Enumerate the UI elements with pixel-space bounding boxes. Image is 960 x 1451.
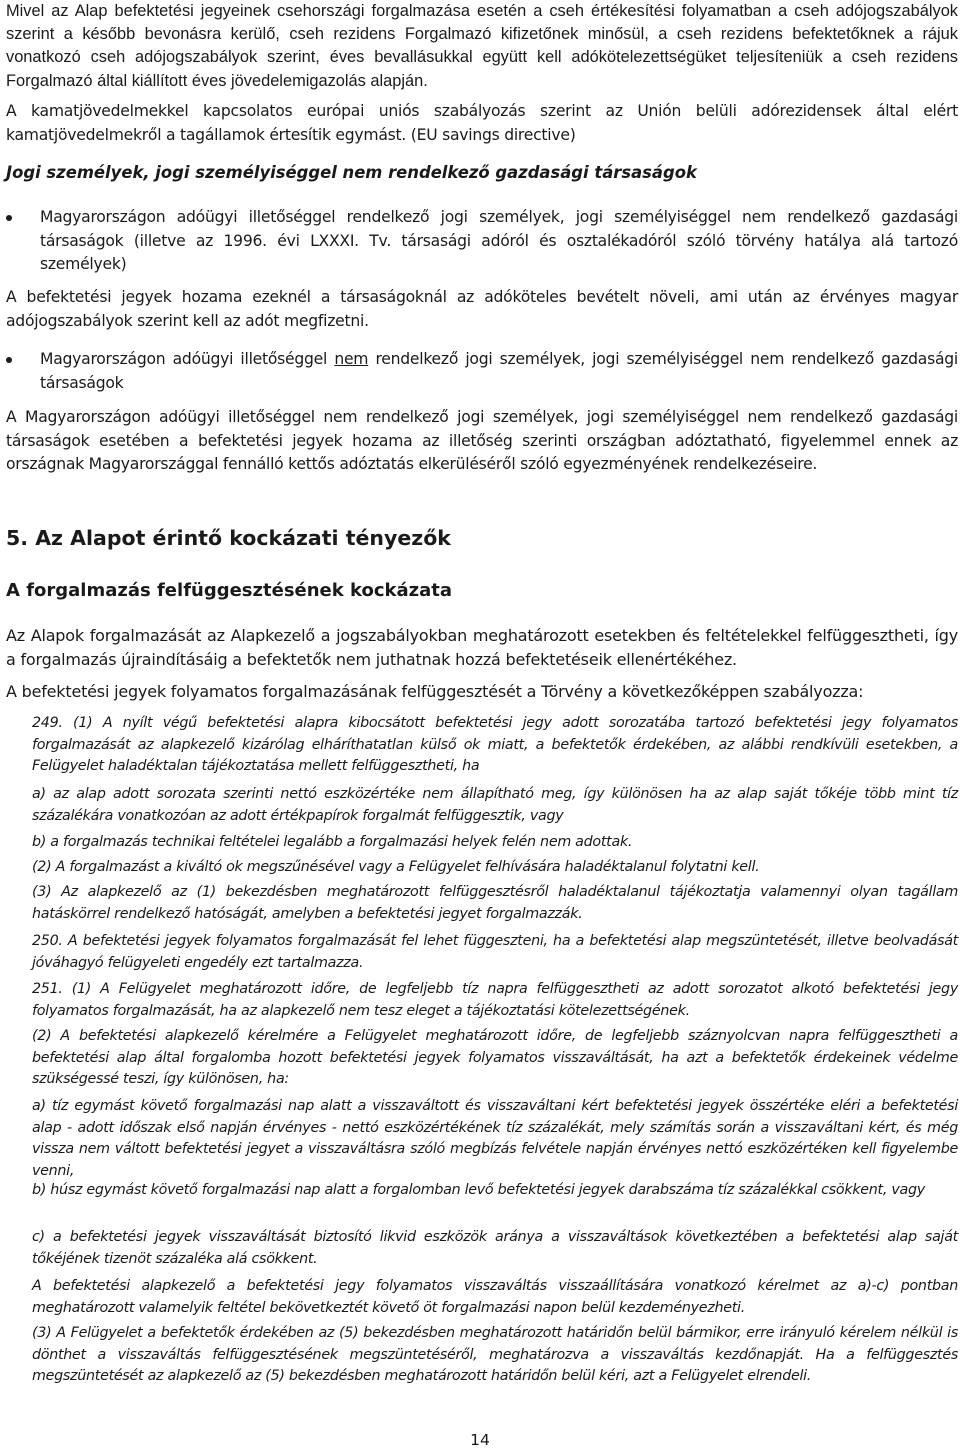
law-quote-250: 250. A befektetési jegyek folyamatos forgalmazását fel lehet függeszteni, ha a befektetési alap megszüntetését, illetve beolvadását jóváhagyó felügyeleti engedély ezt tartalmazza. <box>32 933 958 971</box>
bullet-icon <box>6 215 12 221</box>
law-quote-251-b: b) húsz egymást követő forgalmazási nap alatt a forgalomban levő befektetési jegyek darabszáma tíz százalékkal csökkent, vagy <box>32 1182 925 1198</box>
law-quote-251-1: 251. (1) A Felügyelet meghatározott időre, de legfeljebb tíz napra felfüggesztheti az adott sorozatot alkotó befektetési jegy folyamatos forgalmazását, ha az alapkezelő nem tesz eleget a tájékoztatási kötelezettségének. <box>32 981 958 1019</box>
law-quote-249-a: a) az alap adott sorozata szerinti nettó eszközértéke nem állapítható meg, így különösen ha az alap saját tőkéje több mint tíz százalékára vonatkozóan az adott értékpapírok forgalmát felfüggesztik, vagy <box>32 786 958 824</box>
bullet-icon <box>6 357 12 363</box>
law-quote-251-c: c) a befektetési jegyek visszaváltását biztosító likvid eszközök aránya a visszaváltások következtében a befektetési alap saját tőkéjének tizenöt százaléka alá csökkent. <box>32 1229 958 1267</box>
heading-legal-entities: Jogi személyek, jogi személyiséggel nem rendelkező gazdasági társaságok <box>6 163 697 182</box>
law-quote-249-3: (3) Az alapkezelő az (1) bekezdésben meghatározott felfüggesztésről haladéktalanul tájékoztatja valamennyi olyan tagállam hatáskörrel rendelkező hatóságát, amelyben a befektetési jegyet forgalmazzák. <box>32 884 958 922</box>
paragraph-eu-savings: A kamatjövedelmekkel kapcsolatos európai uniós szabályozás szerint az Unión belüli adórezidensek által elért kamatjövedelmekről a tagállamok értesítik egymást. (EU savings directive) <box>6 102 958 144</box>
underlined-word: nem <box>334 350 369 368</box>
paragraph-czech-tax: Mivel az Alap befektetési jegyeinek csehországi forgalmazása esetén a cseh értékesítési folyamatban a cseh adójogszabályok szerint a később bevonásra kerülő, cseh rezidens Forgalmazó kifizetőnek minősül, a cseh rezidens befektetőknek a rájuk vonatkozó cseh adójogszabályok szerint, éves bevallásukkal együtt kell adókötelezettségüket teljesíteniük a cseh rezidens Forgalmazó által kiállított éves jövedelemigazolás alapján. <box>6 2 958 90</box>
paragraph-law-intro: A befektetési jegyek folyamatos forgalmazásának felfüggesztését a Törvény a következőképpen szabályozza: <box>6 682 864 701</box>
list-item-resident-entities <box>6 206 958 277</box>
list-item-text: Magyarországon adóügyi illetőséggel rendelkező jogi személyek, jogi személyiséggel nem rendelkező gazdasági társaságok (illetve az 1996. évi LXXXI. Tv. társasági adóról és osztalékadóról szóló törvény hatálya alá tartozó személyek) <box>40 208 958 273</box>
list-item-text <box>40 348 958 395</box>
law-quote-249-2: (2) A forgalmazást a kiváltó ok megszűnésével vagy a Felügyelet felhívására haladéktalanul folytatni kell. <box>32 859 760 875</box>
list-item-nonresident-entities <box>6 348 958 395</box>
list-item-text-part: rendelkező jogi személyek, jogi személyiséggel nem rendelkező gazdasági társaságok <box>40 350 958 392</box>
law-quote-251-2: (2) A befektetési alapkezelő kérelmére a Felügyelet meghatározott időre, de legfeljebb száznyolcvan napra felfüggesztheti a befektetési alap által forgalomba hozott befektetési jegyek folyamatos visszaváltását, ha azt a befektetők érdekeinek védelme szükségessé teszi, így különösen, ha: <box>32 1028 958 1088</box>
law-quote-249-1: 249. (1) A nyílt végű befektetési alapra kibocsátott befektetési jegy adott sorozatába tartozó befektetési jegy folyamatos forgalmazását az alapkezelő kizárólag elháríthatatlan külső ok miatt, a befektetők érdekében, az alábbi rendkívüli esetekben, a Felügyelet haladéktalan tájékoztatása mellett felfüggesztheti, ha <box>32 715 958 775</box>
page-number: 14 <box>470 1431 490 1449</box>
paragraph-nonresident-yield: A Magyarországon adóügyi illetőséggel nem rendelkező jogi személyek, jogi személyiséggel nem rendelkező gazdasági társaságok esetében a befektetési jegyek hozama az illetőség szerinti országban adóztatható, figyelemmel ennek az országnak Magyarországgal fennálló kettős adóztatás elkerüléséről szóló egyezményének rendelkezéseire. <box>6 408 958 473</box>
law-quote-251-3: (3) A Felügyelet a befektetők érdekében az (5) bekezdésben meghatározott határidőn belül bármikor, erre irányuló kérelem nélkül is dönthet a visszaváltás felfüggesztésének megszüntetéséről, meghatározva a visszaváltás kezdőnapját. Ha a felfüggesztés megszüntetését az alapkezelő az (5) bekezdésben meghatározott határidőn belül kéri, azt a Felügyelet elrendeli. <box>32 1325 958 1385</box>
paragraph-suspension-intro: Az Alapok forgalmazását az Alapkezelő a jogszabályokban meghatározott esetekben és feltételekkel felfüggesztheti, így a forgalmazás újraindításáig a befektetők nem juthatnak hozzá befektetéseik ellenértékéhez. <box>6 626 958 669</box>
paragraph-resident-yield: A befektetési jegyek hozama ezeknél a társaságoknál az adóköteles bevételt növeli, ami után az érvényes magyar adójogszabályok szerint kell az adót megfizetni. <box>6 288 958 330</box>
law-quote-249-b: b) a forgalmazás technikai feltételei legalább a forgalmazási helyek felén nem adottak. <box>32 834 633 850</box>
section-heading-risk-factors: 5. Az Alapot érintő kockázati tényezők <box>6 526 451 550</box>
law-quote-251-request: A befektetési alapkezelő a befektetési jegy folyamatos visszaváltás visszaállítására vonatkozó kérelmet az a)-c) pontban meghatározott valamelyik feltétel bekövetkeztét követő öt forgalmazási napon belül kezdeményezheti. <box>32 1278 958 1316</box>
list-item-text-part: Magyarországon adóügyi illetőséggel <box>40 350 335 368</box>
law-quote-251-a: a) tíz egymást követő forgalmazási nap alatt a visszaváltott és visszaváltani kért befektetési jegyek összértéke eléri a befektetési alap - adott időszak első napján érvényes - nettó eszközértékének tíz százalékát, mely számítás során a visszaváltani kért, és még vissza nem váltott befektetési jegyet a visszaváltásra szóló megbízás felvétele napján érvényes nettó eszközértéken kell figyelembe venni, <box>32 1098 958 1180</box>
subsection-heading-suspension-risk: A forgalmazás felfüggesztésének kockázata <box>6 580 453 601</box>
